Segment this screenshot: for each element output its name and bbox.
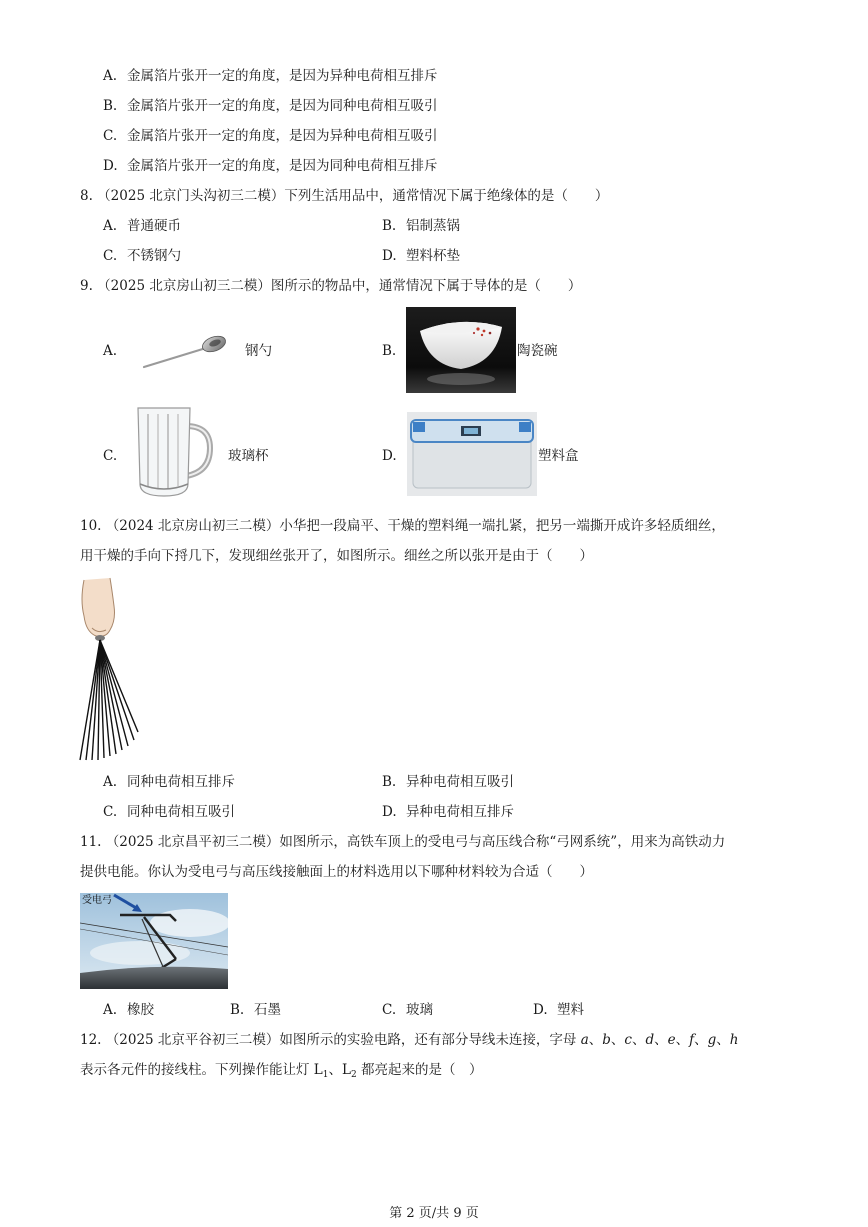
q9-option-b-label: 陶瓷碗 bbox=[517, 343, 558, 359]
plastic-box-image bbox=[407, 412, 537, 496]
q9-option-a-letter: A. bbox=[103, 343, 118, 359]
q9-option-d-letter: D. bbox=[382, 448, 397, 464]
steel-spoon-image bbox=[140, 330, 230, 374]
q9-option-a-label: 钢勺 bbox=[245, 343, 272, 359]
q11-stem-line1: 11. （2025 北京昌平初三二模）如图所示，高铁车顶上的受电弓与高压线合称“弓网系统”，用来为高铁动力 bbox=[80, 834, 726, 850]
q10-stem-line1: 10. （2024 北京房山初三二模）小华把一段扁平、干燥的塑料绳一端扎紧，把另一端撕开成许多轻质细丝， bbox=[80, 518, 725, 534]
q10-option-b: B. 异种电荷相互吸引 bbox=[382, 774, 514, 790]
q10-option-d: D. 异种电荷相互排斥 bbox=[382, 804, 514, 820]
q11-option-a: A. 橡胶 bbox=[103, 1002, 154, 1018]
q11-option-b: B. 石墨 bbox=[230, 1002, 281, 1018]
q8-stem: 8. （2025 北京门头沟初三二模）下列生活用品中，通常情况下属于绝缘体的是（ ） bbox=[80, 188, 609, 204]
q7-option-b: B. 金属箔片张开一定的角度，是因为同种电荷相互吸引 bbox=[103, 98, 438, 114]
pantograph-caption: 受电弓 bbox=[82, 895, 112, 906]
glass-cup-image bbox=[134, 404, 216, 500]
q8-option-a: A. 普通硬币 bbox=[103, 218, 181, 234]
q8-option-d: D. 塑料杯垫 bbox=[382, 248, 460, 264]
page-footer: 第 2 页/共 9 页 bbox=[389, 1206, 479, 1221]
q10-stem-line2: 用干燥的手向下捋几下，发现细丝张开了，如图所示。细丝之所以张开是由于（ ） bbox=[80, 548, 593, 564]
q10-option-a: A. 同种电荷相互排斥 bbox=[103, 774, 235, 790]
plastic-string-hand-image bbox=[76, 576, 146, 762]
q9-option-c-label: 玻璃杯 bbox=[228, 448, 269, 464]
q9-option-d-label: 塑料盒 bbox=[538, 448, 579, 464]
q9-stem: 9. （2025 北京房山初三二模）图所示的物品中，通常情况下属于导体的是（ ） bbox=[80, 278, 582, 294]
q9-option-c-letter: C. bbox=[103, 448, 118, 464]
q8-option-b: B. 铝制蒸锅 bbox=[382, 218, 460, 234]
q7-option-d: D. 金属箔片张开一定的角度，是因为同种电荷相互排斥 bbox=[103, 158, 438, 174]
q11-stem-line2: 提供电能。你认为受电弓与高压线接触面上的材料选用以下哪种材料较为合适（ ） bbox=[80, 864, 593, 880]
q12-stem-line1: 12. （2025 北京平谷初三二模）如图所示的实验电路，还有部分导线未连接，字母 a、b、c、d、e、f、g、h bbox=[80, 1032, 739, 1048]
q10-option-c: C. 同种电荷相互吸引 bbox=[103, 804, 235, 820]
q8-option-c: C. 不锈钢勺 bbox=[103, 248, 181, 264]
q12-stem-line2: 表示各元件的接线柱。下列操作能让灯 $L_1$、$L_2$ 都亮起来的是（ ） bbox=[80, 1062, 483, 1080]
q11-option-d: D. 塑料 bbox=[533, 1002, 584, 1018]
q11-option-c: C. 玻璃 bbox=[382, 1002, 433, 1018]
pantograph-drawing bbox=[80, 893, 228, 989]
pantograph-photo bbox=[80, 893, 228, 989]
q9-option-b-letter: B. bbox=[382, 343, 397, 359]
q7-option-a: A. 金属箔片张开一定的角度，是因为异种电荷相互排斥 bbox=[103, 68, 438, 84]
ceramic-bowl-image bbox=[406, 307, 516, 393]
q7-option-c: C. 金属箔片张开一定的角度，是因为异种电荷相互吸引 bbox=[103, 128, 438, 144]
